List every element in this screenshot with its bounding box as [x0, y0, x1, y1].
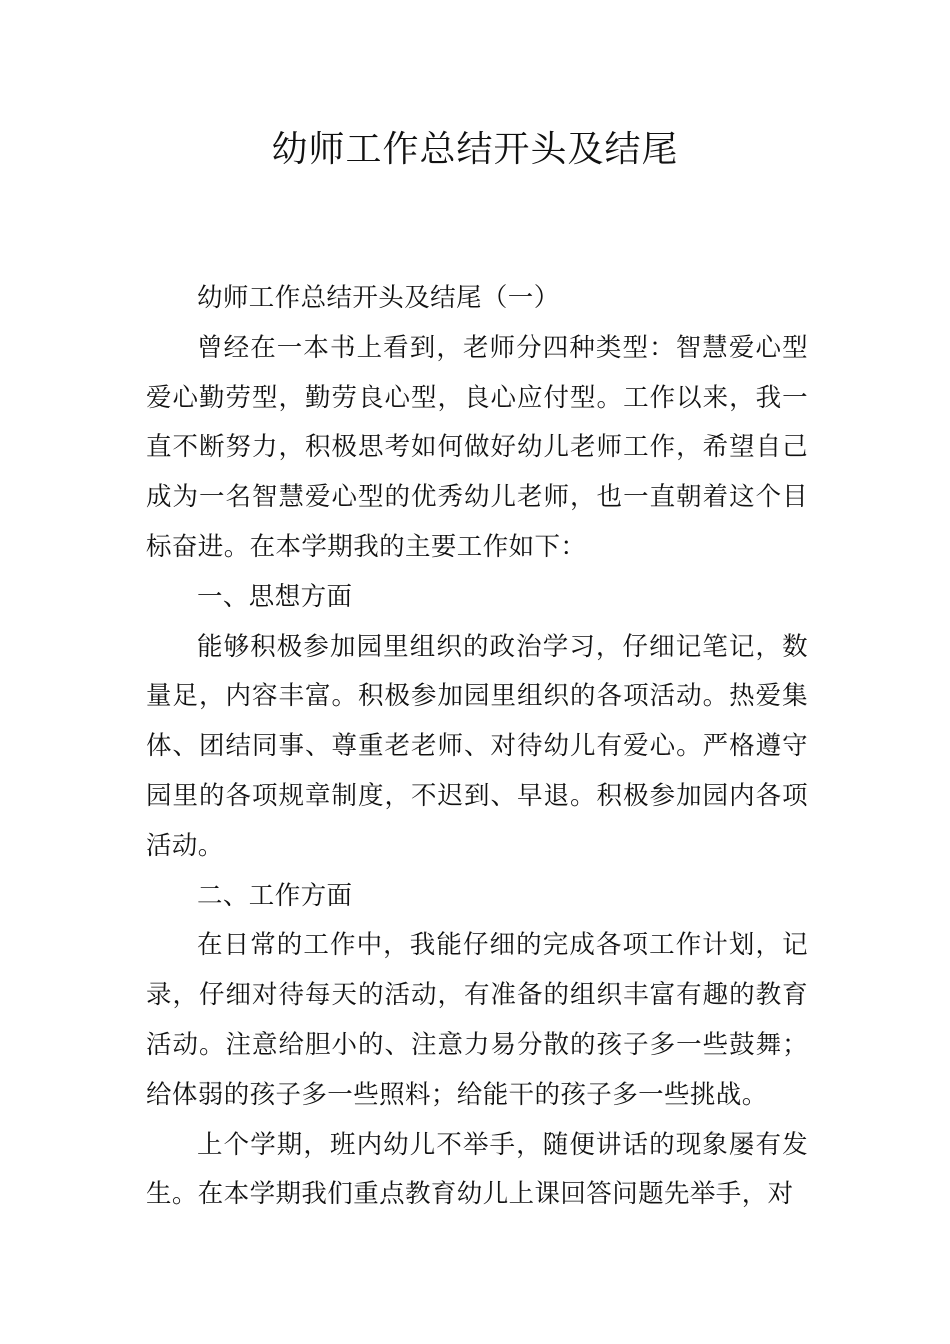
document-title: 幼师工作总结开头及结尾 [271, 129, 679, 170]
paragraph-intro: 曾经在一本书上看到，老师分四种类型：智慧爱心型爱心勤劳型，勤劳良心型，良心应付型。工作以来，我一直不断努力，积极思考如何做好幼儿老师工作，希望自己成为一名智慧爱心型的优秀幼儿老师，也一直朝着这个目标奋进。在本学期我的主要工作如下： [146, 332, 808, 562]
document-body [146, 274, 808, 1220]
paragraph-thought: 能够积极参加园里组织的政治学习，仔细记笔记，数量足，内容丰富。积极参加园里组织的各项活动。热爱集体、团结同事、尊重老老师、对待幼儿有爱心。严格遵守园里的各项规章制度，不迟到、早退。积极参加园内各项活动。 [146, 631, 808, 861]
paragraph-work: 在日常的工作中，我能仔细的完成各项工作计划，记录，仔细对待每天的活动，有准备的组织丰富有趣的教育活动。注意给胆小的、注意力易分散的孩子多一些鼓舞；给体弱的孩子多一些照料；给能干的孩子多一些挑战。 [146, 930, 808, 1110]
paragraph-last-semester: 上个学期，班内幼儿不举手，随便讲话的现象屡有发生。在本学期我们重点教育幼儿上课回答问题先举手，对 [146, 1129, 808, 1210]
subheading-work: 二、工作方面 [197, 880, 353, 911]
section-heading-part-one: 幼师工作总结开头及结尾（一） [197, 283, 560, 313]
subheading-thought: 一、思想方面 [197, 581, 353, 612]
